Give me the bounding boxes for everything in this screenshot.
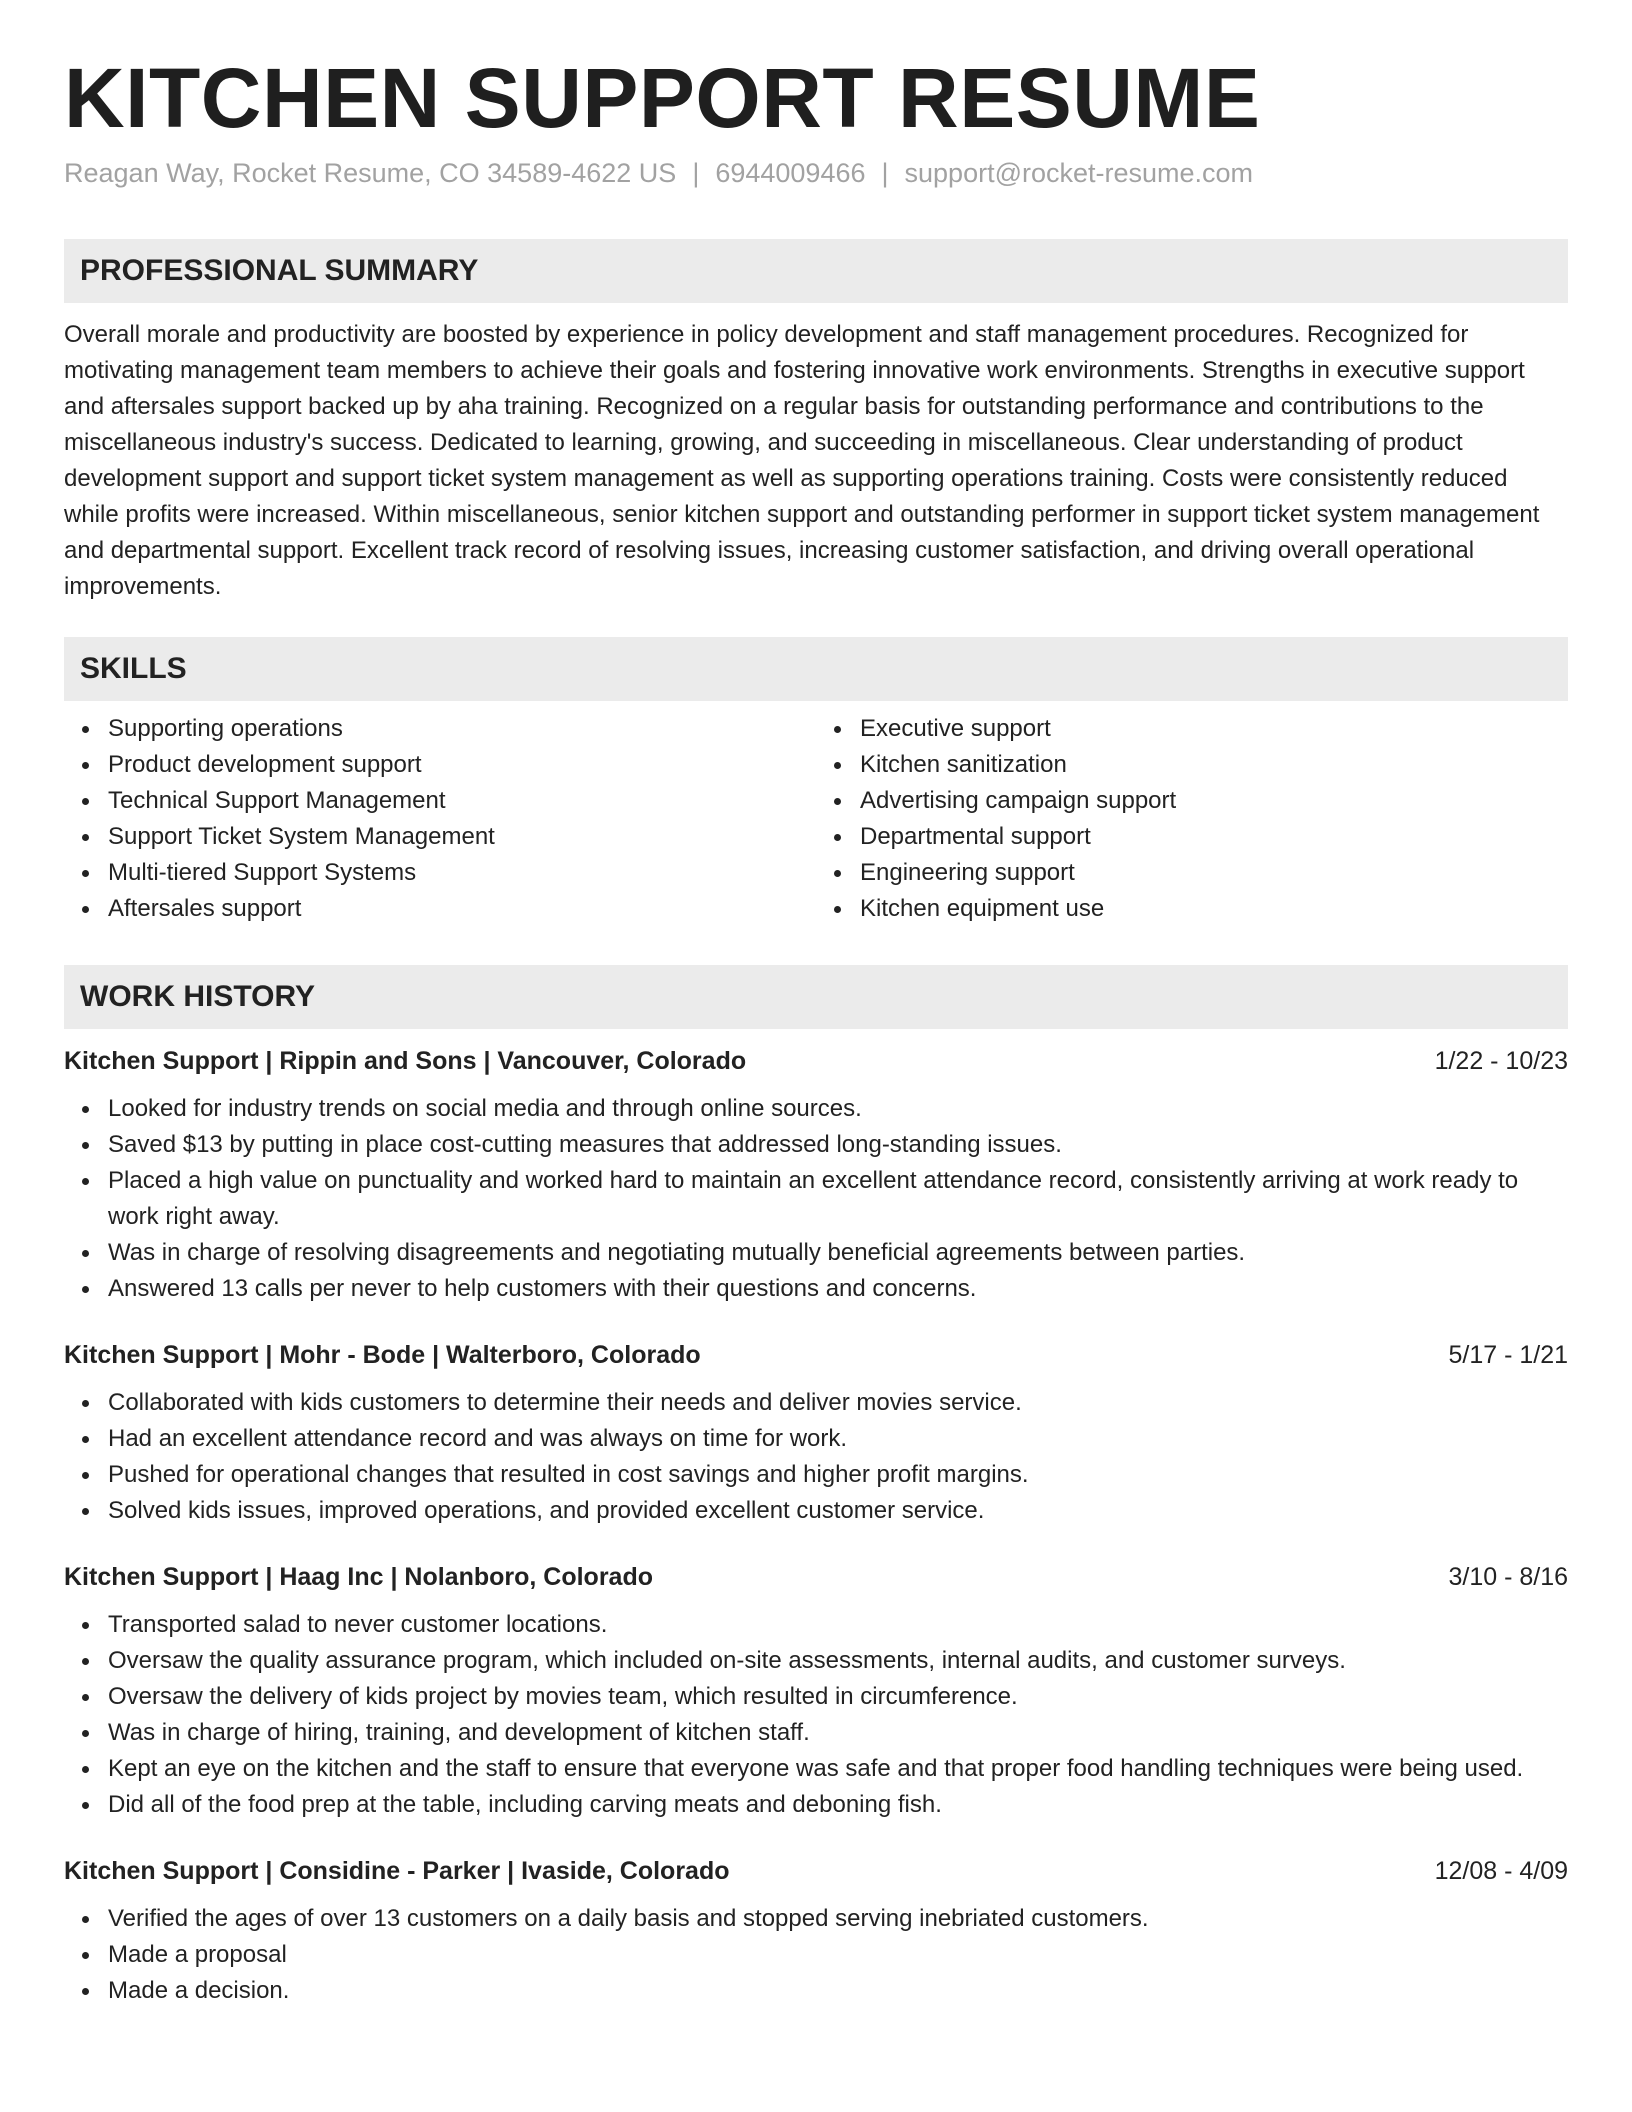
skills-list <box>64 711 1568 927</box>
skill-item: Departmental support <box>860 819 1568 855</box>
job-header <box>64 1853 1568 1889</box>
job-header <box>64 1337 1568 1373</box>
job-bullets <box>64 1901 1568 2009</box>
skill-item: Executive support <box>860 711 1568 747</box>
page-title: KITCHEN SUPPORT RESUME <box>64 51 1261 145</box>
summary-text: Overall morale and productivity are boosted by experience in policy development and staff management procedures. Recognized for motivating management team members to achieve their goals and fostering innovative work environments. Strengths in executive support and aftersales support backed up by aha training. Recognized on a regular basis for outstanding performance and contributions to the miscellaneous industry's success. Dedicated to learning, growing, and succeeding in miscellaneous. Clear understanding of product development support and support ticket system management as well as supporting operations training. Costs were consistently reduced while profits were increased. Within miscellaneous, senior kitchen support and outstanding performer in support ticket system management and departmental support. Excellent track record of resolving issues, increasing customer satisfaction, and driving overall operational improvements. <box>64 321 1540 601</box>
skill-item: Product development support <box>108 747 816 783</box>
job-entry <box>64 1559 1568 1823</box>
job-bullet: Collaborated with kids customers to determine their needs and deliver movies service. <box>108 1385 1568 1421</box>
contact-separator: | <box>692 158 700 189</box>
skills-column-right <box>816 711 1568 927</box>
job-title: Kitchen Support | Considine - Parker | Ivaside, Colorado <box>64 1857 730 1886</box>
job-dates: 1/22 - 10/23 <box>1434 1047 1568 1076</box>
job-bullet: Oversaw the delivery of kids project by movies team, which resulted in circumference. <box>108 1679 1568 1715</box>
job-bullet: Solved kids issues, improved operations, and provided excellent customer service. <box>108 1493 1568 1529</box>
contact-email: support@rocket-resume.com <box>904 158 1254 189</box>
job-bullet: Pushed for operational changes that resulted in cost savings and higher profit margins. <box>108 1457 1568 1493</box>
contact-address: Reagan Way, Rocket Resume, CO 34589-4622 US <box>64 158 677 189</box>
job-dates: 3/10 - 8/16 <box>1448 1563 1568 1592</box>
skill-item: Multi-tiered Support Systems <box>108 855 816 891</box>
job-dates: 5/17 - 1/21 <box>1448 1341 1568 1370</box>
job-bullets <box>64 1607 1568 1823</box>
skill-item: Engineering support <box>860 855 1568 891</box>
job-bullet: Kept an eye on the kitchen and the staff to ensure that everyone was safe and that proper food handling techniques were being used. <box>108 1751 1568 1787</box>
skills-heading: SKILLS <box>64 637 1568 701</box>
summary-heading: PROFESSIONAL SUMMARY <box>64 239 1568 303</box>
job-bullet: Answered 13 calls per never to help customers with their questions and concerns. <box>108 1271 1568 1307</box>
skill-item: Kitchen sanitization <box>860 747 1568 783</box>
skills-column-left <box>64 711 816 927</box>
job-bullets <box>64 1091 1568 1307</box>
skill-item: Advertising campaign support <box>860 783 1568 819</box>
job-bullet: Placed a high value on punctuality and worked hard to maintain an excellent attendance record, consistently arriving at work ready to work right away. <box>108 1163 1568 1235</box>
job-bullet: Transported salad to never customer locations. <box>108 1607 1568 1643</box>
contact-line <box>64 158 1568 189</box>
job-bullet: Made a decision. <box>108 1973 1568 2009</box>
job-title: Kitchen Support | Rippin and Sons | Vancouver, Colorado <box>64 1047 747 1076</box>
job-bullet: Looked for industry trends on social media and through online sources. <box>108 1091 1568 1127</box>
job-bullet: Made a proposal <box>108 1937 1568 1973</box>
job-bullet: Had an excellent attendance record and was always on time for work. <box>108 1421 1568 1457</box>
job-entry <box>64 1043 1568 1307</box>
job-title: Kitchen Support | Haag Inc | Nolanboro, Colorado <box>64 1563 654 1592</box>
job-bullet: Was in charge of resolving disagreements and negotiating mutually beneficial agreements between parties. <box>108 1235 1568 1271</box>
job-title: Kitchen Support | Mohr - Bode | Walterboro, Colorado <box>64 1341 701 1370</box>
job-bullets <box>64 1385 1568 1529</box>
job-entry <box>64 1853 1568 2009</box>
skill-item: Support Ticket System Management <box>108 819 816 855</box>
skill-item: Kitchen equipment use <box>860 891 1568 927</box>
skill-item: Supporting operations <box>108 711 816 747</box>
job-bullet: Saved $13 by putting in place cost-cutting measures that addressed long-standing issues. <box>108 1127 1568 1163</box>
contact-phone: 6944009466 <box>715 158 866 189</box>
job-bullet: Was in charge of hiring, training, and development of kitchen staff. <box>108 1715 1568 1751</box>
job-header <box>64 1559 1568 1595</box>
contact-separator: | <box>881 158 889 189</box>
job-bullet: Did all of the food prep at the table, including carving meats and deboning fish. <box>108 1787 1568 1823</box>
job-entry <box>64 1337 1568 1529</box>
skill-item: Aftersales support <box>108 891 816 927</box>
job-bullet: Oversaw the quality assurance program, which included on-site assessments, internal audits, and customer surveys. <box>108 1643 1568 1679</box>
work-heading: WORK HISTORY <box>64 965 1568 1029</box>
job-bullet: Verified the ages of over 13 customers on a daily basis and stopped serving inebriated customers. <box>108 1901 1568 1937</box>
work-history <box>64 965 1568 2009</box>
job-header <box>64 1043 1568 1079</box>
skill-item: Technical Support Management <box>108 783 816 819</box>
job-dates: 12/08 - 4/09 <box>1434 1857 1568 1886</box>
